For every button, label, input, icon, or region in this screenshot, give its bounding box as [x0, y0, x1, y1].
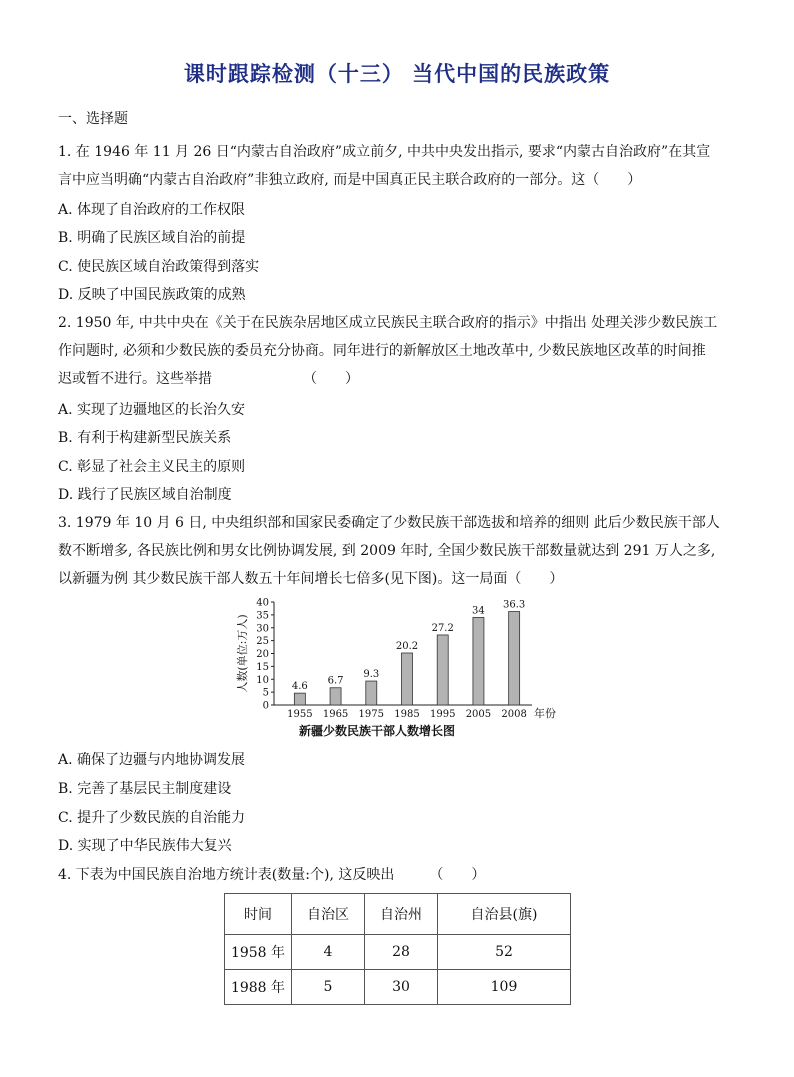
y-tick-label: 35: [256, 610, 269, 622]
bar: [437, 635, 448, 705]
bar-value-label: 4.6: [291, 681, 308, 693]
question-1-option-a[interactable]: A. 体现了自治政府的工作权限: [58, 202, 246, 218]
table-row: [225, 970, 571, 1005]
question-1-option-d[interactable]: D. 反映了中国民族政策的成熟: [58, 287, 246, 303]
section-heading: 一、选择题: [58, 111, 128, 127]
x-axis-title: 年份: [534, 707, 556, 720]
question-3-line-3: 以新疆为例 其少数民族干部人数五十年间增长七倍多(见下图)。这一局面（ ）: [58, 571, 564, 587]
y-tick-label: 40: [256, 597, 269, 609]
table-header-cell: 自治区: [292, 894, 365, 935]
y-tick-label: 20: [256, 649, 269, 660]
bar: [330, 688, 341, 705]
question-2: [58, 309, 742, 393]
x-tick-label: 2008: [501, 709, 527, 720]
y-tick-label: 25: [256, 636, 269, 648]
chart-title: 新疆少数民族干部人数增长图: [298, 724, 456, 738]
x-tick-label: 1965: [322, 709, 349, 720]
table-header-cell: 时间: [225, 894, 292, 935]
question-3-option-d[interactable]: D. 实现了中华民族伟大复兴: [58, 838, 232, 854]
bar-value-label: 6.7: [327, 675, 344, 687]
bar-value-label: 9.3: [363, 669, 380, 681]
bar: [402, 653, 413, 705]
question-3-option-b[interactable]: B. 完善了基层民主制度建设: [58, 781, 232, 797]
question-1-line-2: 言中应当明确“内蒙古自治政府”非独立政府, 而是中国真正民主联合政府的一部分。这（ ）: [58, 172, 642, 188]
autonomous-areas-table: [224, 893, 571, 1005]
table-header-row: [225, 894, 571, 935]
question-4: [58, 861, 742, 889]
bar-value-label: 27.2: [431, 622, 454, 634]
question-1: [58, 138, 742, 194]
table-cell: 28: [365, 935, 438, 970]
question-3-option-c[interactable]: C. 提升了少数民族的自治能力: [58, 810, 246, 826]
y-tick-label: 15: [256, 661, 269, 673]
bar: [473, 617, 484, 705]
question-4-line-1: 4. 下表为中国民族自治地方统计表(数量:个), 这反映出 （ ）: [58, 867, 486, 883]
question-3-option-a[interactable]: A. 确保了边疆与内地协调发展: [58, 752, 246, 768]
question-2-option-b[interactable]: B. 有利于构建新型民族关系: [58, 430, 232, 446]
page-title: 课时跟踪检测（十三） 当代中国的民族政策: [183, 62, 611, 86]
question-1-option-b[interactable]: B. 明确了民族区域自治的前提: [58, 230, 246, 246]
x-tick-label: 1955: [287, 709, 313, 720]
bar-value-label: 20.2: [395, 640, 419, 652]
table-row: [225, 935, 571, 970]
bar: [509, 612, 520, 705]
x-tick-label: 1985: [394, 709, 420, 720]
question-1-option-c[interactable]: C. 使民族区域自治政策得到落实: [58, 259, 260, 275]
x-tick-label: 1975: [358, 709, 385, 720]
table-cell: 52: [438, 935, 571, 970]
question-2-option-d[interactable]: D. 践行了民族区域自治制度: [58, 487, 232, 503]
question-1-line-1: 1. 在 1946 年 11 月 26 日“内蒙古自治政府”成立前夕, 中共中央发出指示, 要求“内蒙古自治政府”在其宣: [58, 144, 711, 160]
question-3-line-1: 3. 1979 年 10 月 6 日, 中央组织部和国家民委确定了少数民族干部选拔和培养的细则 此后少数民族干部人: [58, 515, 720, 531]
bar: [294, 693, 305, 705]
question-2-line-1: 2. 1950 年, 中共中央在《关于在民族杂居地区成立民族民主联合政府的指示》中指出 处理关涉少数民族工: [58, 315, 718, 331]
table-cell: 1988 年: [225, 970, 292, 1005]
y-tick-label: 10: [256, 674, 269, 686]
table-header-cell: 自治州: [365, 894, 438, 935]
y-axis-title: 人数(单位:万人): [236, 614, 249, 693]
cadre-growth-chart: [232, 594, 592, 744]
question-2-line-3: 迟或暂不进行。这些举措 （ ）: [58, 371, 359, 387]
table-cell: 109: [438, 970, 571, 1005]
question-3-line-2: 数不断增多, 各民族比例和男女比例协调发展, 到 2009 年时, 全国少数民族干部数量就达到 291 万人之多,: [58, 543, 716, 559]
bar-value-label: 34: [472, 605, 485, 617]
table-header-cell: 自治县(旗): [438, 894, 571, 935]
bar: [366, 681, 377, 705]
table-cell: 4: [292, 935, 365, 970]
x-tick-label: 2005: [465, 709, 492, 720]
y-tick-label: 30: [256, 623, 269, 635]
x-tick-label: 1995: [429, 709, 456, 720]
question-2-line-2: 作问题时, 必须和少数民族的委员充分协商。同年进行的新解放区土地改革中, 少数民族地区改革的时间推: [58, 343, 706, 359]
question-2-option-a[interactable]: A. 实现了边疆地区的长治久安: [58, 402, 246, 418]
table-cell: 5: [292, 970, 365, 1005]
bar-value-label: 36.3: [503, 599, 526, 611]
question-3: [58, 509, 742, 593]
y-tick-label: 5: [262, 687, 269, 699]
y-tick-label: 0: [262, 700, 269, 712]
table-cell: 1958 年: [225, 935, 292, 970]
question-2-option-c[interactable]: C. 彰显了社会主义民主的原则: [58, 459, 246, 475]
table-cell: 30: [365, 970, 438, 1005]
